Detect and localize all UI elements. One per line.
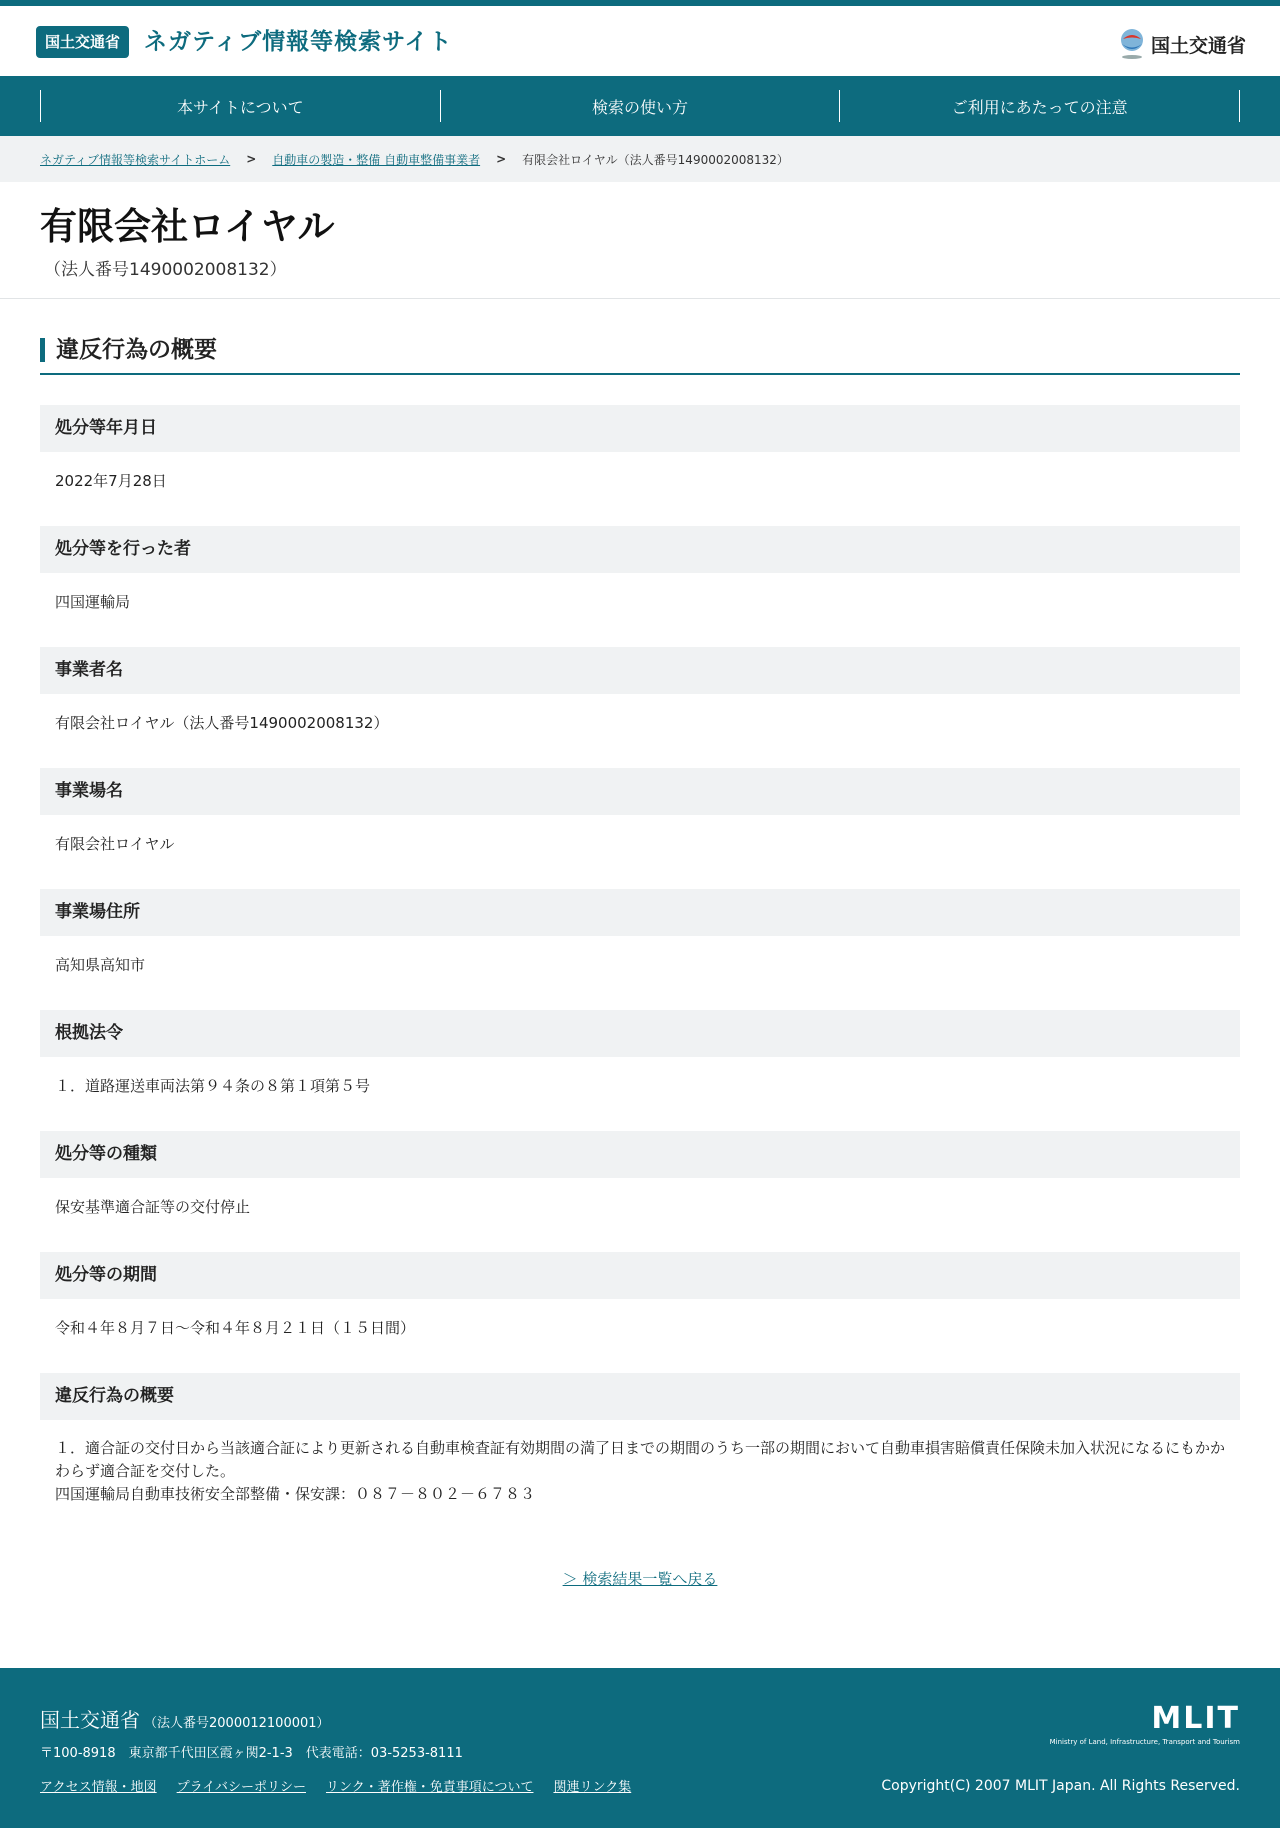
field-value (40, 1420, 1240, 1506)
field-label: 処分等の期間 (40, 1252, 1240, 1299)
mlit-logo-text: MLIT (1151, 1701, 1240, 1736)
footer-org (40, 1704, 330, 1733)
breadcrumb-separator: > (496, 152, 507, 166)
field-business-name (40, 647, 1240, 768)
global-nav (0, 76, 1280, 136)
mlit-logo[interactable] (1049, 1701, 1240, 1746)
field-violation-summary (40, 1373, 1240, 1503)
page-title: 有限会社ロイヤル (40, 205, 335, 248)
violation-summary-text: １．適合証の交付日から当該適合証により更新される自動車検査証有効期間の満了日までの期間のうち一部の期間において自動車損害賠償責任保険未加入状況になるにもかかわらず適合証を交付した。 (55, 1439, 1226, 1480)
back-link-container (0, 1568, 1280, 1589)
ministry-badge[interactable]: 国土交通省 (36, 26, 129, 58)
footer-copyright: Copyright(C) 2007 MLIT Japan. All Rights Reserved. (881, 1778, 1240, 1794)
breadcrumb-category-link[interactable]: 自動車の製造・整備 自動車整備事業者 (272, 152, 481, 167)
back-to-results-link[interactable]: ＞ 検索結果一覧へ戻る (562, 1570, 718, 1588)
field-label: 処分等の種類 (40, 1131, 1240, 1178)
detail-fields (40, 405, 1240, 1503)
field-label: 根拠法令 (40, 1010, 1240, 1057)
field-label: 事業場住所 (40, 889, 1240, 936)
footer-links (40, 1776, 631, 1795)
breadcrumb-home-link[interactable]: ネガティブ情報等検索サイトホーム (40, 152, 231, 167)
footer-link-copyright[interactable]: リンク・著作権・免責事項について (325, 1780, 534, 1795)
field-value: １．道路運送車両法第９４条の８第１項第５号 (55, 1077, 371, 1095)
footer-link-privacy[interactable]: プライバシーポリシー (176, 1780, 306, 1795)
field-disposer (40, 526, 1240, 647)
field-value: 高知県高知市 (55, 956, 146, 974)
section-heading (40, 335, 1240, 375)
field-legal-basis (40, 1010, 1240, 1131)
footer-address: 〒100-8918 東京都千代田区霞ヶ関2-1-3 代表電話：03-5253-8111 (40, 1746, 463, 1761)
breadcrumb-current: 有限会社ロイヤル（法人番号1490002008132） (522, 152, 789, 167)
footer-corp-number: （法人番号2000012100001） (144, 1716, 330, 1731)
footer-link-access[interactable]: アクセス情報・地図 (40, 1780, 157, 1795)
field-site-address (40, 889, 1240, 1010)
field-label: 処分等年月日 (40, 405, 1240, 452)
field-label: 処分等を行った者 (40, 526, 1240, 573)
page-title-block (0, 182, 1280, 299)
field-value: 四国運輸局 (55, 593, 131, 611)
site-footer (0, 1668, 1280, 1828)
field-label: 事業者名 (40, 647, 1240, 694)
field-value: 有限会社ロイヤル (55, 835, 175, 853)
field-label: 違反行為の概要 (40, 1373, 1240, 1420)
ministry-logo-text: 国土交通省 (1150, 34, 1246, 57)
breadcrumb-separator: > (246, 152, 257, 166)
nav-item-about[interactable]: 本サイトについて (40, 90, 440, 122)
breadcrumb (0, 136, 1280, 182)
field-value: 令和４年８月７日～令和４年８月２１日（１５日間） (55, 1319, 416, 1337)
ministry-emblem-icon (1117, 27, 1147, 61)
ministry-logo[interactable] (1117, 26, 1246, 62)
field-value: 2022年7月28日 (55, 472, 167, 490)
violation-contact-text: 四国運輸局自動車技術安全部整備・保安課：０８７－８０２－６７８３ (55, 1485, 536, 1503)
field-disposition-type (40, 1131, 1240, 1252)
section-heading-marker (40, 338, 45, 362)
site-title[interactable]: ネガティブ情報等検索サイト (144, 29, 453, 55)
footer-link-related[interactable]: 関連リンク集 (553, 1780, 632, 1795)
field-value: 保安基準適合証等の交付停止 (55, 1198, 251, 1216)
field-site-name (40, 768, 1240, 889)
site-header (0, 6, 1280, 76)
mlit-logo-subtitle: Ministry of Land, Infrastructure, Transport and Tourism (1049, 1738, 1240, 1746)
nav-item-notes[interactable]: ご利用にあたっての注意 (839, 90, 1240, 122)
field-disposition-date (40, 405, 1240, 526)
field-value: 有限会社ロイヤル（法人番号1490002008132） (55, 714, 389, 732)
section-heading-text: 違反行為の概要 (56, 337, 217, 363)
field-disposition-period (40, 1252, 1240, 1373)
page-subtitle: （法人番号1490002008132） (44, 260, 287, 280)
field-label: 事業場名 (40, 768, 1240, 815)
nav-item-how-to-search[interactable]: 検索の使い方 (440, 90, 840, 122)
footer-org-name: 国土交通省 (40, 1708, 140, 1732)
